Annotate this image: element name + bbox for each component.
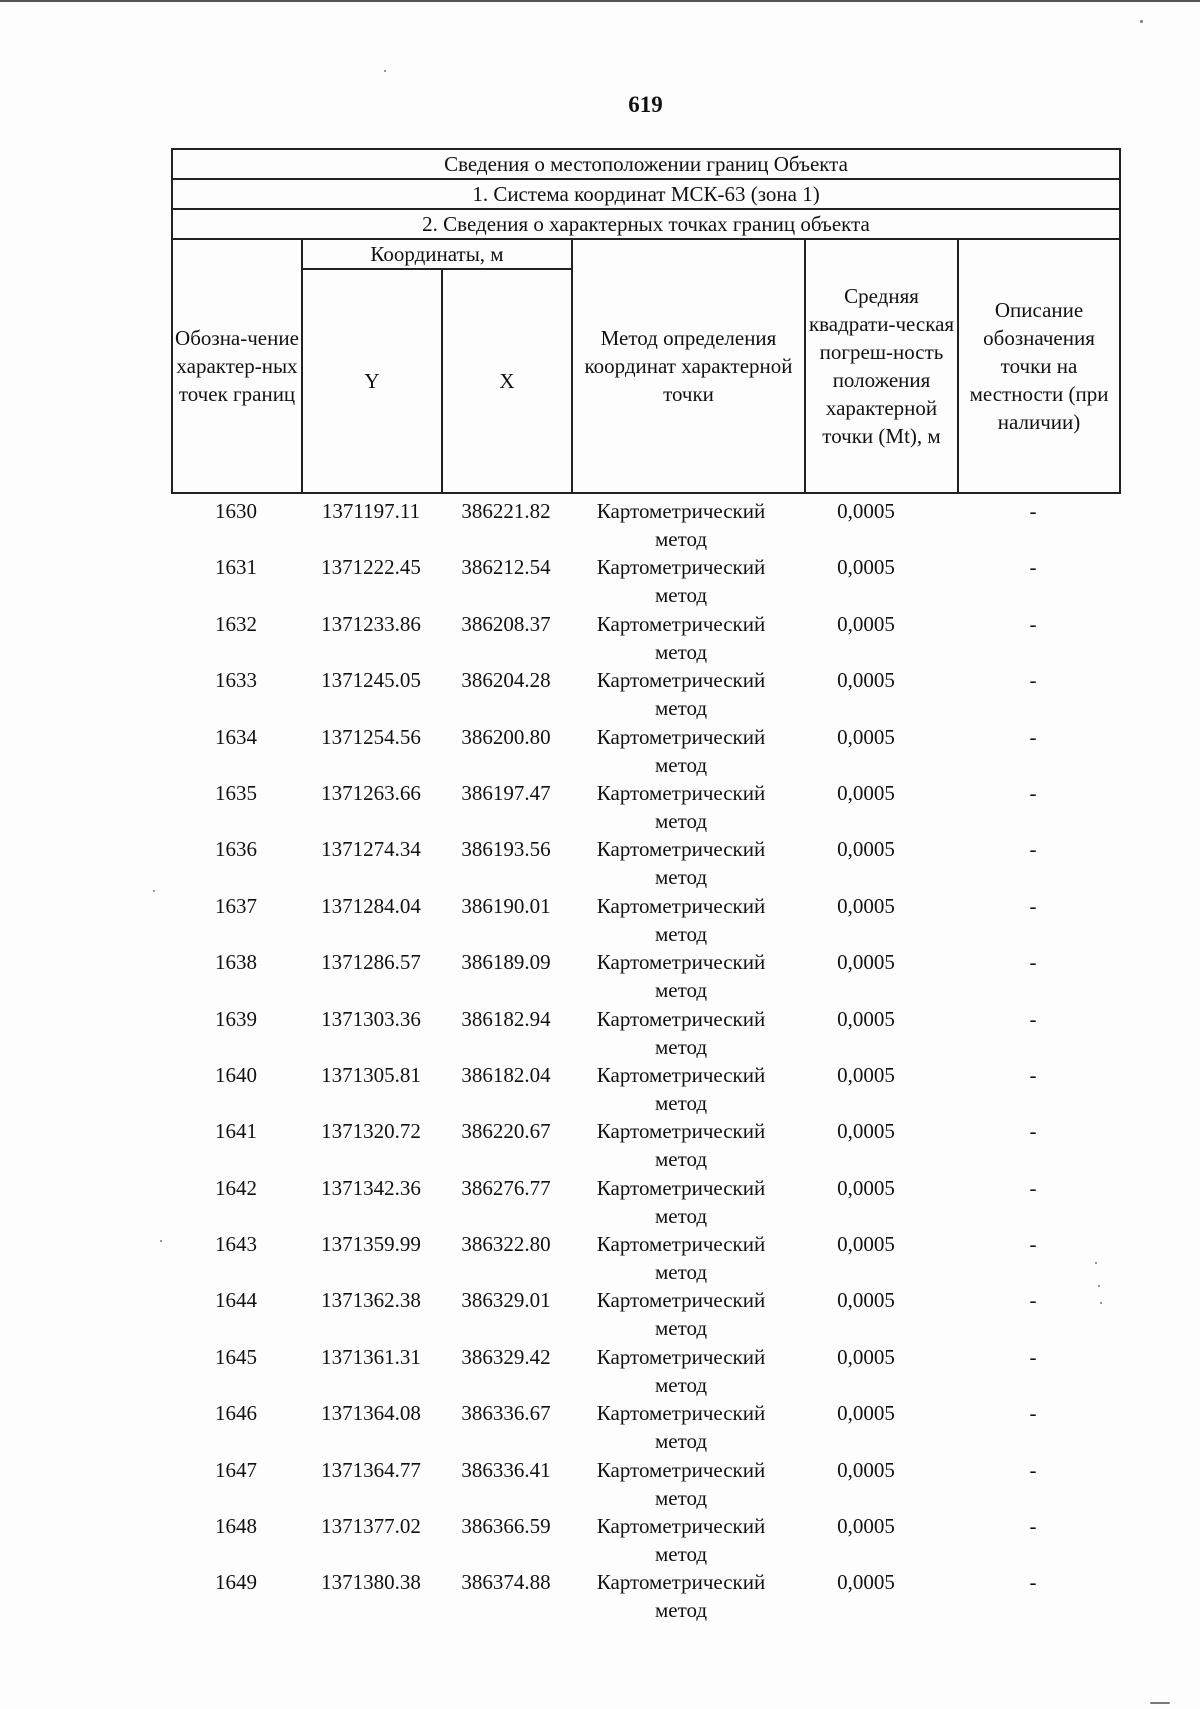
cell-mean-error: 0,0005 bbox=[837, 1006, 895, 1031]
cell-description: - bbox=[1029, 1570, 1037, 1595]
cell-mean-error: 0,0005 bbox=[837, 1401, 895, 1426]
cell-method: Картометрический метод bbox=[596, 837, 766, 890]
cell-mean-error: 0,0005 bbox=[837, 1457, 895, 1482]
cell-mean-error: 0,0005 bbox=[837, 1062, 895, 1087]
cell-mean-error: 0,0005 bbox=[837, 555, 895, 580]
cell-mean-error: 0,0005 bbox=[837, 668, 895, 693]
scan-speck bbox=[1095, 1262, 1097, 1264]
cell-description: - bbox=[1029, 1062, 1037, 1087]
header-mean-error: Средняя квадрати-ческая погреш-ность положения характерной точки (Mt), м bbox=[805, 239, 958, 493]
scan-speck bbox=[160, 1240, 162, 1242]
cell-point-name: 1639 bbox=[215, 1006, 257, 1031]
cell-description: - bbox=[1029, 780, 1037, 805]
cell-x: 386208.37 bbox=[461, 611, 551, 636]
cell-point-name: 1635 bbox=[215, 780, 257, 805]
cell-mean-error: 0,0005 bbox=[837, 1514, 895, 1539]
table-row bbox=[171, 610, 1119, 666]
cell-y: 1371377.02 bbox=[321, 1514, 421, 1539]
cell-method: Картометрический метод bbox=[596, 555, 766, 608]
cell-method: Картометрический метод bbox=[596, 668, 766, 721]
cell-method: Картометрический метод bbox=[596, 950, 766, 1003]
cell-y: 1371233.86 bbox=[321, 611, 421, 636]
table-row bbox=[171, 1117, 1119, 1173]
coordinates-table-body bbox=[171, 497, 1119, 1625]
cell-x: 386200.80 bbox=[461, 724, 551, 749]
cell-x: 386366.59 bbox=[461, 1514, 551, 1539]
table-row bbox=[171, 1568, 1119, 1624]
scan-speck bbox=[1150, 1702, 1170, 1704]
table-row bbox=[171, 779, 1119, 835]
cell-mean-error: 0,0005 bbox=[837, 780, 895, 805]
cell-y: 1371197.11 bbox=[321, 499, 421, 523]
cell-description: - bbox=[1029, 499, 1037, 523]
cell-x: 386336.67 bbox=[461, 1401, 551, 1426]
cell-y: 1371286.57 bbox=[321, 950, 421, 975]
cell-mean-error: 0,0005 bbox=[837, 724, 895, 749]
cell-y: 1371362.38 bbox=[321, 1288, 421, 1313]
cell-point-name: 1641 bbox=[215, 1119, 257, 1144]
cell-description: - bbox=[1029, 893, 1037, 918]
coordinates-table-header bbox=[171, 148, 1121, 494]
cell-y: 1371364.77 bbox=[321, 1457, 421, 1482]
table-row bbox=[171, 1005, 1119, 1061]
table-row bbox=[171, 1343, 1119, 1399]
cell-y: 1371361.31 bbox=[321, 1344, 421, 1369]
cell-x: 386204.28 bbox=[461, 668, 551, 693]
cell-description: - bbox=[1029, 555, 1037, 580]
cell-method: Картометрический метод bbox=[596, 1344, 766, 1397]
cell-mean-error: 0,0005 bbox=[837, 893, 895, 918]
header-x: X bbox=[442, 269, 572, 493]
table-row bbox=[171, 666, 1119, 722]
cell-description: - bbox=[1029, 1288, 1037, 1313]
cell-mean-error: 0,0005 bbox=[837, 1570, 895, 1595]
cell-mean-error: 0,0005 bbox=[837, 611, 895, 636]
cell-point-name: 1649 bbox=[215, 1570, 257, 1595]
cell-y: 1371364.08 bbox=[321, 1401, 421, 1426]
header-description: Описание обозначения точки на местности (при наличии) bbox=[958, 239, 1120, 493]
cell-point-name: 1647 bbox=[215, 1457, 257, 1482]
cell-x: 386182.94 bbox=[461, 1006, 551, 1031]
cell-description: - bbox=[1029, 724, 1037, 749]
header-point-name: Обозна-чение характер-ных точек границ bbox=[172, 239, 302, 493]
scan-speck bbox=[1100, 1302, 1102, 1304]
cell-mean-error: 0,0005 bbox=[837, 1175, 895, 1200]
cell-description: - bbox=[1029, 611, 1037, 636]
cell-point-name: 1642 bbox=[215, 1175, 257, 1200]
cell-y: 1371222.45 bbox=[321, 555, 421, 580]
cell-method: Картометрический метод bbox=[596, 1570, 766, 1623]
cell-x: 386182.04 bbox=[461, 1062, 551, 1087]
cell-point-name: 1638 bbox=[215, 950, 257, 975]
table-row bbox=[171, 497, 1119, 553]
cell-y: 1371380.38 bbox=[321, 1570, 421, 1595]
cell-x: 386221.82 bbox=[461, 499, 551, 523]
scan-top-edge bbox=[0, 0, 1200, 2]
table-title: Сведения о местоположении границ Объекта bbox=[172, 149, 1120, 179]
table-row bbox=[171, 892, 1119, 948]
cell-description: - bbox=[1029, 1175, 1037, 1200]
cell-point-name: 1645 bbox=[215, 1344, 257, 1369]
table-row bbox=[171, 1061, 1119, 1117]
cell-y: 1371284.04 bbox=[321, 893, 421, 918]
cell-description: - bbox=[1029, 1457, 1037, 1482]
cell-x: 386336.41 bbox=[461, 1457, 551, 1482]
cell-x: 386189.09 bbox=[461, 950, 551, 975]
cell-method: Картометрический метод bbox=[596, 1119, 766, 1172]
cell-description: - bbox=[1029, 1401, 1037, 1426]
table-section-points: 2. Сведения о характерных точках границ объекта bbox=[172, 209, 1120, 239]
cell-x: 386329.01 bbox=[461, 1288, 551, 1313]
cell-point-name: 1631 bbox=[215, 555, 257, 580]
cell-x: 386190.01 bbox=[461, 893, 551, 918]
cell-mean-error: 0,0005 bbox=[837, 1344, 895, 1369]
cell-method: Картометрический метод bbox=[596, 893, 766, 946]
table-row bbox=[171, 723, 1119, 779]
table-row bbox=[171, 1512, 1119, 1568]
cell-x: 386193.56 bbox=[461, 837, 551, 862]
cell-point-name: 1636 bbox=[215, 837, 257, 862]
cell-x: 386220.67 bbox=[461, 1119, 551, 1144]
cell-point-name: 1646 bbox=[215, 1401, 257, 1426]
cell-mean-error: 0,0005 bbox=[837, 499, 895, 523]
cell-method: Картометрический метод bbox=[596, 611, 766, 664]
cell-mean-error: 0,0005 bbox=[837, 1288, 895, 1313]
cell-mean-error: 0,0005 bbox=[837, 837, 895, 862]
cell-method: Картометрический метод bbox=[596, 1514, 766, 1567]
table-row bbox=[171, 1286, 1119, 1342]
cell-method: Картометрический метод bbox=[596, 780, 766, 833]
table-row bbox=[171, 1456, 1119, 1512]
scan-speck bbox=[153, 890, 155, 892]
cell-description: - bbox=[1029, 1119, 1037, 1144]
header-y: Y bbox=[302, 269, 442, 493]
cell-method: Картометрический метод bbox=[596, 499, 766, 551]
table-row bbox=[171, 1399, 1119, 1455]
cell-description: - bbox=[1029, 1344, 1037, 1369]
header-method: Метод определения координат характерной точки bbox=[572, 239, 805, 493]
table-row bbox=[171, 948, 1119, 1004]
cell-point-name: 1643 bbox=[215, 1232, 257, 1257]
cell-x: 386322.80 bbox=[461, 1232, 551, 1257]
cell-method: Картометрический метод bbox=[596, 1062, 766, 1115]
cell-point-name: 1632 bbox=[215, 611, 257, 636]
cell-y: 1371305.81 bbox=[321, 1062, 421, 1087]
cell-point-name: 1637 bbox=[215, 893, 257, 918]
scan-speck bbox=[1098, 1285, 1100, 1287]
cell-description: - bbox=[1029, 668, 1037, 693]
scan-speck bbox=[384, 70, 386, 72]
page-number: 619 bbox=[628, 92, 663, 117]
cell-method: Картометрический метод bbox=[596, 1288, 766, 1341]
cell-method: Картометрический метод bbox=[596, 1232, 766, 1285]
cell-point-name: 1644 bbox=[215, 1288, 257, 1313]
cell-description: - bbox=[1029, 1232, 1037, 1257]
cell-method: Картометрический метод bbox=[596, 1006, 766, 1059]
cell-method: Картометрический метод bbox=[596, 1175, 766, 1228]
cell-x: 386276.77 bbox=[461, 1175, 551, 1200]
cell-x: 386212.54 bbox=[461, 555, 551, 580]
cell-mean-error: 0,0005 bbox=[837, 1232, 895, 1257]
cell-y: 1371245.05 bbox=[321, 668, 421, 693]
cell-mean-error: 0,0005 bbox=[837, 1119, 895, 1144]
cell-y: 1371274.34 bbox=[321, 837, 421, 862]
table-row bbox=[171, 1230, 1119, 1286]
table-row bbox=[171, 553, 1119, 609]
cell-point-name: 1630 bbox=[215, 499, 257, 523]
table-section-coordinate-system: 1. Система координат МСК-63 (зона 1) bbox=[172, 179, 1120, 209]
table-row bbox=[171, 1174, 1119, 1230]
cell-y: 1371359.99 bbox=[321, 1232, 421, 1257]
cell-mean-error: 0,0005 bbox=[837, 950, 895, 975]
cell-point-name: 1640 bbox=[215, 1062, 257, 1087]
cell-y: 1371320.72 bbox=[321, 1119, 421, 1144]
cell-y: 1371254.56 bbox=[321, 724, 421, 749]
header-coordinates: Координаты, м bbox=[302, 239, 572, 269]
cell-point-name: 1634 bbox=[215, 724, 257, 749]
cell-x: 386329.42 bbox=[461, 1344, 551, 1369]
cell-point-name: 1633 bbox=[215, 668, 257, 693]
cell-y: 1371342.36 bbox=[321, 1175, 421, 1200]
cell-description: - bbox=[1029, 1006, 1037, 1031]
cell-point-name: 1648 bbox=[215, 1514, 257, 1539]
cell-description: - bbox=[1029, 1514, 1037, 1539]
cell-method: Картометрический метод bbox=[596, 1401, 766, 1454]
cell-y: 1371303.36 bbox=[321, 1006, 421, 1031]
cell-description: - bbox=[1029, 837, 1037, 862]
cell-description: - bbox=[1029, 950, 1037, 975]
cell-x: 386197.47 bbox=[461, 780, 551, 805]
cell-x: 386374.88 bbox=[461, 1570, 551, 1595]
cell-y: 1371263.66 bbox=[321, 780, 421, 805]
cell-method: Картометрический метод bbox=[596, 724, 766, 777]
scan-speck bbox=[1140, 20, 1143, 23]
table-row bbox=[171, 835, 1119, 891]
cell-method: Картометрический метод bbox=[596, 1457, 766, 1510]
